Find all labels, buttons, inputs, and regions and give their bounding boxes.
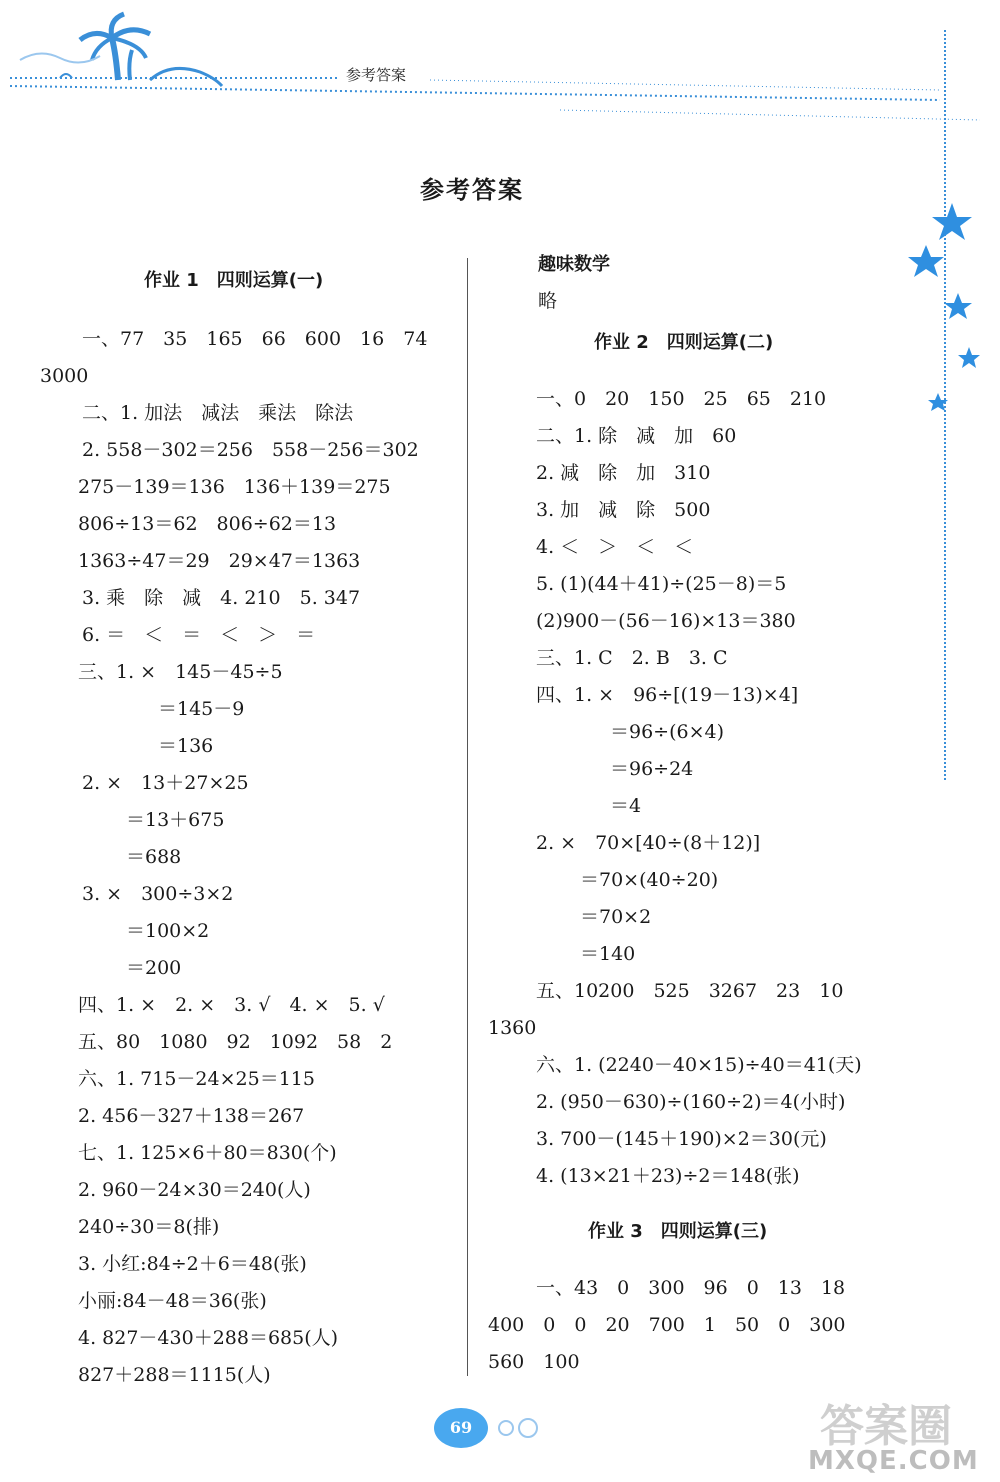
answer-line: (2)900－(56－16)×13＝380 <box>536 610 796 632</box>
page-title: 参考答案 <box>420 176 524 204</box>
answer-line: 一、0 20 150 25 65 210 <box>536 388 827 410</box>
answer-line: ＝136 <box>158 735 214 757</box>
answer-line: 275－139＝136 136＋139＝275 <box>78 476 391 498</box>
header-decoration <box>0 0 1000 140</box>
answer-line: 五、80 1080 92 1092 58 2 <box>78 1031 393 1053</box>
answer-line: 5. (1)(44＋41)÷(25－8)＝5 <box>536 573 787 595</box>
palm-tree-icon <box>80 14 150 80</box>
answer-line: 560 100 <box>488 1351 580 1373</box>
wave-icon <box>20 53 222 86</box>
star-icon <box>958 347 980 368</box>
running-title: 参考答案 <box>346 66 407 84</box>
answer-line: 小丽:84－48＝36(张) <box>78 1290 267 1312</box>
answer-line: 3. 700－(145＋190)×2＝30(元) <box>536 1128 827 1150</box>
answer-line: 6. ＝ ＜ ＝ ＜ ＞ ＝ <box>82 624 316 646</box>
answer-line: 806÷13＝62 806÷62＝13 <box>78 513 337 535</box>
answer-line: 2. (950－630)÷(160÷2)＝4(小时) <box>536 1091 846 1113</box>
answer-line: 四、1. × 96÷[(19－13)×4] <box>536 684 799 706</box>
answer-line: ＝96÷24 <box>610 758 694 780</box>
answer-line: ＝70×2 <box>580 906 652 928</box>
right-column <box>484 246 924 1381</box>
fun-math-title: 趣味数学 <box>538 254 610 275</box>
answer-line: 2. 减 除 加 310 <box>536 462 711 484</box>
answer-line: 3. 乘 除 减 4. 210 5. 347 <box>82 587 361 609</box>
star-icon <box>944 293 972 319</box>
answer-line: 一、43 0 300 96 0 13 18 <box>536 1277 846 1299</box>
answer-line: 1363÷47＝29 29×47＝1363 <box>78 550 361 572</box>
page-number: 69 <box>434 1408 488 1448</box>
answer-line: 2. 456－327＋138＝267 <box>78 1105 305 1127</box>
answer-line: 3. 小红:84÷2＋6＝48(张) <box>78 1253 307 1275</box>
answer-line: ＝4 <box>610 795 642 817</box>
answer-line: 2. 558－302＝256 558－256＝302 <box>82 439 419 461</box>
answer-line: 4. (13×21＋23)÷2＝148(张) <box>536 1165 800 1187</box>
answer-line: ＝688 <box>126 846 182 868</box>
answer-line: 400 0 0 20 700 1 50 0 300 <box>488 1314 846 1336</box>
watermark-logo: 答案圈 <box>820 1401 952 1452</box>
star-icon <box>928 393 948 411</box>
answer-line: 一、77 35 165 66 600 16 74 <box>82 328 428 350</box>
answer-line: ＝145－9 <box>158 698 245 720</box>
answer-line: 3000 <box>40 365 89 387</box>
answer-line: ＝200 <box>126 957 182 979</box>
answer-line: ＝13＋675 <box>126 809 225 831</box>
answer-line: 3. 加 减 除 500 <box>536 499 711 521</box>
section-title: 作业 3 四则运算(三) <box>588 1221 768 1242</box>
answer-line: 五、10200 525 3267 23 10 <box>536 980 844 1002</box>
fun-math-answer: 略 <box>538 290 558 312</box>
answer-line: ＝100×2 <box>126 920 210 942</box>
answer-line: 三、1. × 145－45÷5 <box>78 661 283 683</box>
watermark-url: MXQE.COM <box>808 1446 979 1476</box>
left-column <box>40 262 458 1394</box>
answer-line: 二、1. 除 减 加 60 <box>536 425 737 447</box>
answer-line: 240÷30＝8(排) <box>78 1216 220 1238</box>
column-divider <box>467 258 468 1376</box>
star-icon <box>932 203 972 240</box>
answer-line: 4. ＜ ＞ ＜ ＜ <box>536 536 694 558</box>
answer-line: 二、1. 加法 减法 乘法 除法 <box>82 402 354 424</box>
answer-line: 六、1. (2240－40×15)÷40＝41(天) <box>536 1054 862 1076</box>
answer-line: 四、1. × 2. × 3. √ 4. × 5. √ <box>78 994 385 1016</box>
answer-line: 2. × 70×[40÷(8＋12)] <box>536 832 761 854</box>
answer-line: 1360 <box>488 1017 537 1039</box>
answer-line: 三、1. C 2. B 3. C <box>536 647 728 669</box>
answer-line: ＝140 <box>580 943 636 965</box>
answer-line: 七、1. 125×6＋80＝830(个) <box>78 1142 337 1164</box>
answer-line: 4. 827－430＋288＝685(人) <box>78 1327 339 1349</box>
answer-line: ＝70×(40÷20) <box>580 869 719 891</box>
section-title: 作业 2 四则运算(二) <box>594 332 774 353</box>
answer-line: 827＋288＝1115(人) <box>78 1364 271 1386</box>
answer-line: 3. × 300÷3×2 <box>82 883 234 905</box>
bubble-icon <box>494 1416 554 1440</box>
section-title: 作业 1 四则运算(一) <box>144 270 324 291</box>
answer-line: 2. × 13＋27×25 <box>82 772 249 794</box>
answer-line: 六、1. 715－24×25＝115 <box>78 1068 315 1090</box>
answer-line: ＝96÷(6×4) <box>610 721 725 743</box>
answer-line: 2. 960－24×30＝240(人) <box>78 1179 311 1201</box>
